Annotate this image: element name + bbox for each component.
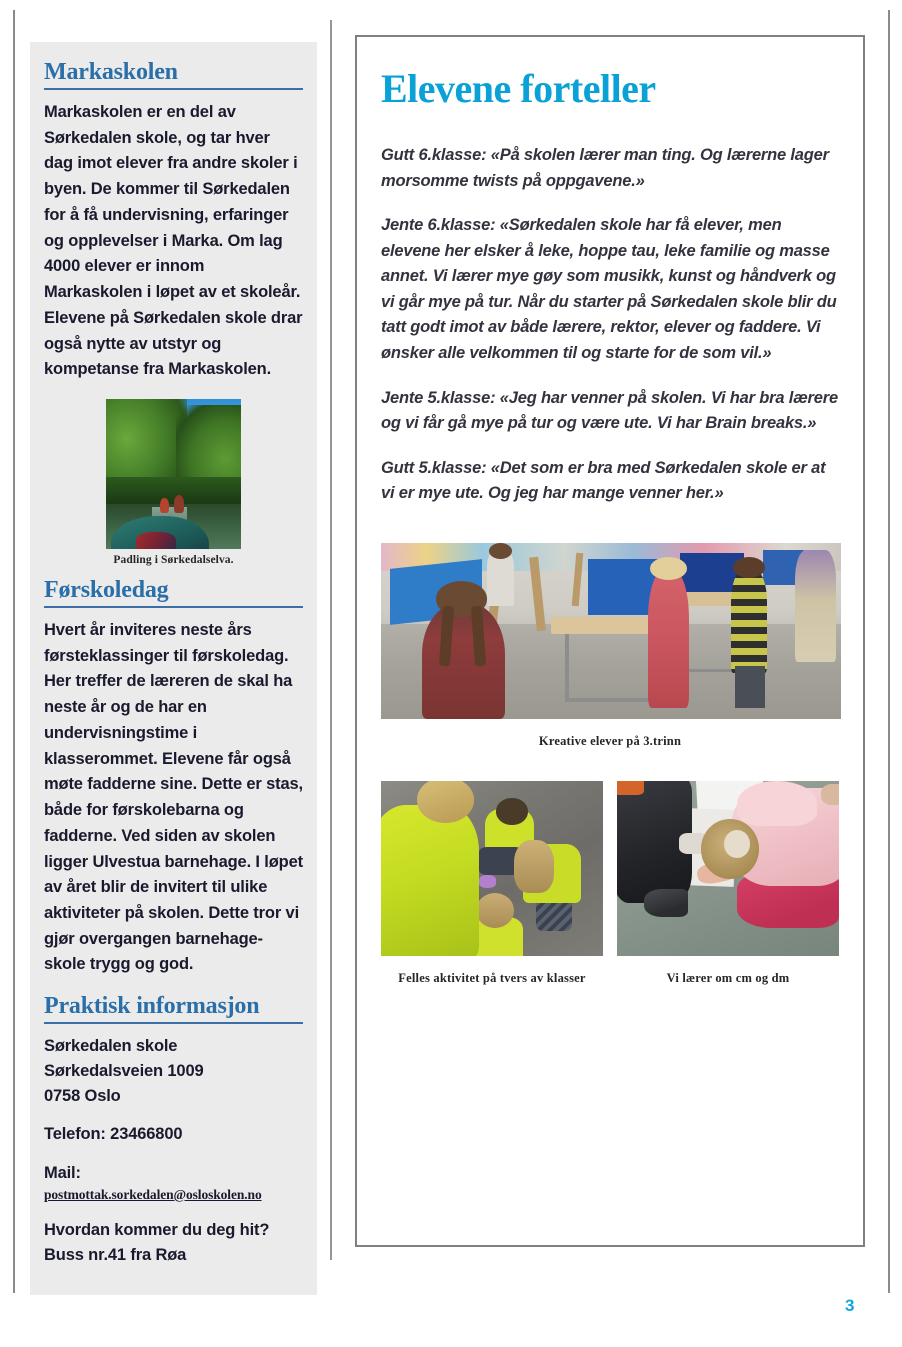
sidebar-heading-praktisk-informasjon: Praktisk informasjon [44, 993, 260, 1020]
figure-kreative-elever [381, 543, 839, 749]
photo-layer-paddler [160, 498, 169, 513]
sidebar-section-forskoledag [44, 578, 303, 978]
student-quote: Gutt 6.klasse: «På skolen lærer man ting. Og lærerne lager morsomme twists på oppgavene.» [381, 146, 829, 190]
contact-phone: Telefon: 23466800 [44, 1125, 183, 1144]
photo-layer-child-head [489, 543, 512, 559]
figure-caption-felles-aktivitet: Felles aktivitet på tvers av klasser [398, 970, 586, 985]
student-quote: Jente 5.klasse: «Jeg har venner på skolen. Vi har bra lærere og vi får gå mye på tur og være ute. Vi har Brain breaks.» [381, 388, 838, 433]
sidebar [30, 42, 317, 1295]
column-divider-rule [330, 20, 332, 1260]
main-content-panel [355, 35, 865, 1247]
photo-layer-foreground-child [422, 603, 505, 719]
photo-layer-foreground-child [381, 805, 479, 956]
spacer [44, 1204, 303, 1218]
sidebar-heading-markaskolen: Markaskolen [44, 59, 178, 85]
contact-mail-link[interactable]: postmottak.sorkedalen@osloskolen.no [44, 1186, 262, 1202]
photo-layer-shoe [644, 889, 688, 917]
sidebar-section-praktisk-informasjon [44, 994, 303, 1267]
photo-layer-child-head [650, 557, 687, 580]
sidebar-figure-padling [44, 399, 303, 566]
contact-school-name: Sørkedalen skole [44, 1037, 178, 1056]
photo-layer-jacket-corner [617, 781, 644, 795]
sidebar-section-markaskolen [44, 60, 303, 383]
page-title: Elevene forteller [381, 66, 656, 111]
photo-layer-child [731, 571, 768, 673]
figure-row [381, 781, 839, 986]
student-quote: Gutt 5.klasse: «Det som er bra med Sørkedalen skole er at vi er mye ute. Og jeg har mange venner her.» [381, 458, 826, 503]
kayak-river-photo [106, 399, 241, 549]
sidebar-heading-forskoledag: Førskoledag [44, 576, 169, 603]
student-quote: Jente 6.klasse: «Sørkedalen skole har få elever, men elevene her elsker å leke, hoppe tau, leke familie og masse annet. Vi lærer mye gøy som musikk, kunst og håndverk og vi går mye på tur. Når du starter på Sørkedalen skole blir du tatt godt imot av både lærere, rektor, elever og faddere. Vi ønsker alle velkommen til og starte for de som vil.» [381, 216, 837, 362]
heading-underline [44, 606, 303, 608]
directions-question: Hvordan kommer du deg hit? [44, 1220, 270, 1239]
figure-felles-aktivitet [381, 781, 603, 986]
contact-mail-label: Mail: [44, 1164, 81, 1183]
heading-underline [44, 88, 303, 90]
photo-layer-child [648, 571, 689, 708]
photo-layer-foot [821, 784, 839, 805]
contact-postal: 0758 Oslo [44, 1086, 121, 1105]
photo-layer-child-head [476, 893, 514, 928]
photo-layer-child-head [417, 781, 475, 823]
page-border-right [888, 10, 890, 1293]
classroom-painting-photo [381, 543, 841, 719]
photo-layer-hair [514, 840, 554, 893]
heading-underline [44, 1022, 303, 1024]
figure-cm-og-dm [617, 781, 839, 986]
photo-layer-child-head [496, 798, 527, 824]
photo-layer-gear [136, 532, 177, 549]
photo-layer-child-legs [735, 666, 765, 708]
directions-answer: Buss nr.41 fra Røa [44, 1245, 187, 1264]
photo-layer-paddler [174, 495, 185, 513]
photo-layer-hood [737, 781, 817, 827]
measuring-activity-photo [617, 781, 839, 956]
page-border-left [13, 10, 15, 1293]
spacer [44, 1147, 303, 1161]
photo-layer-toy [479, 875, 497, 887]
outdoor-yellow-shirts-photo [381, 781, 603, 956]
figure-caption-kreative-elever: Kreative elever på 3.trinn [538, 733, 682, 748]
figure-caption-padling: Padling i Sørkedalselva. [113, 553, 234, 566]
figure-caption-cm-og-dm: Vi lærer om cm og dm [666, 970, 790, 985]
sidebar-body-markaskolen: Markaskolen er en del av Sørkedalen skole, og tar hver dag imot elever fra andre skoler i byen. De kommer til Sørkedalen for å få undervisning, erfaringer og opplevelser i Marka. Om lag 4000 elever er innom Markaskolen i løpet av et skoleår. Elevene på Sørkedalen skole drar også nytte av utstyr og kompetanse fra Markaskolen. [44, 102, 303, 379]
sidebar-body-forskoledag: Hvert år inviteres neste års førsteklassinger til førskoledag. Her treffer de læreren de skal ha neste år og de har en undervisningstime i klasserommet. Elevene får også møte fadderne sine. Dette er stas, både for førskolebarna og fadderne. Ved siden av skolen ligger Ulvestua barnehage. I løpet av året blir de invitert til ulike aktiviteter på skolen. Dette tror vi gjør overgangen barnehage-skole trygg og god. [44, 620, 303, 974]
spacer [44, 1108, 303, 1122]
photo-layer-child-head [733, 557, 765, 578]
contact-street: Sørkedalsveien 1009 [44, 1061, 204, 1080]
photo-layer-adult [795, 550, 836, 663]
photo-layer-hair-bun [724, 830, 751, 858]
page-number: 3 [845, 1296, 855, 1315]
